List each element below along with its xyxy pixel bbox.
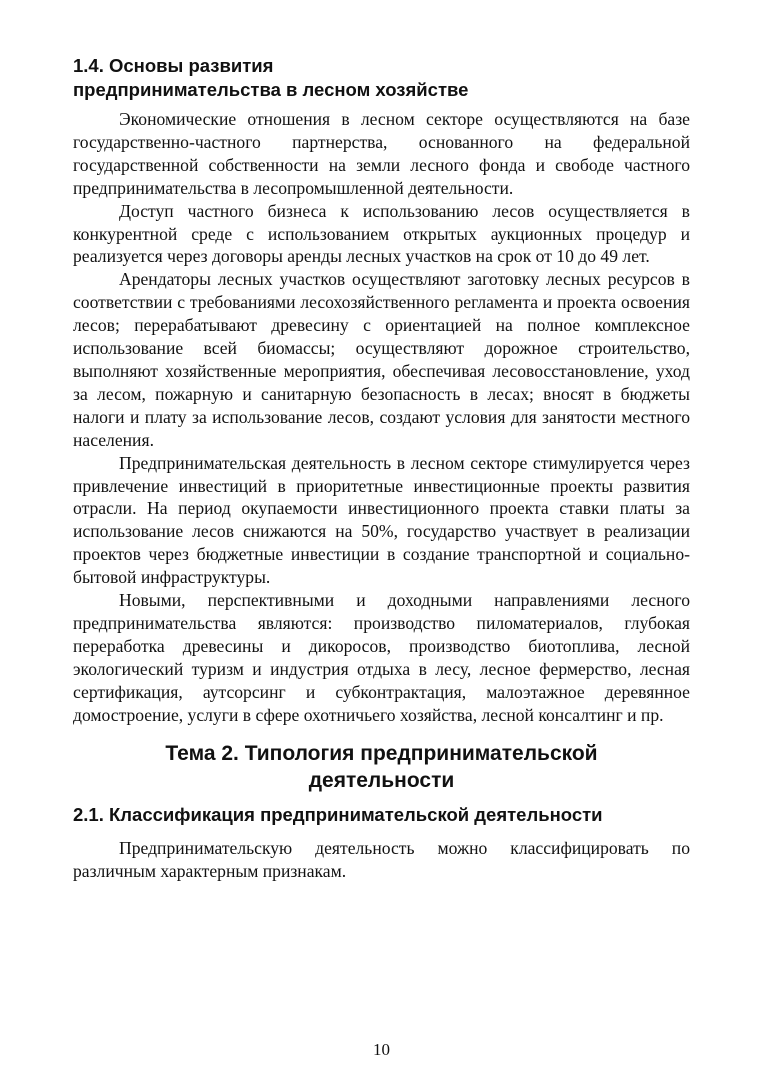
- paragraph-business-access: Доступ частного бизнеса к использованию лесов осуществляется в конкурентной среде с использованием открытых аукционных процедур и реализуется через договоры аренды лесных участков на срок от 10 до 49 лет.: [73, 200, 690, 267]
- page-content: [73, 54, 690, 883]
- section-heading-1-4-line1: 1.4. Основы развития: [73, 55, 274, 76]
- section-heading-1-4: [73, 54, 690, 102]
- paragraph-new-directions: Новыми, перспективными и доходными направлениями лесного предпринимательства являются: производство пиломатериалов, глубокая переработка древесины и дикоросов, производство биотоплива, лесной экологический туризм и индустрия отдыха в лесу, лесное фермерство, лесная сертификация, аутсорсинг и субконтрактация, малоэтажное деревянное домостроение, услуги в сфере охотничьего хозяйства, лесной консалтинг и пр.: [73, 590, 690, 725]
- section-heading-2-1: 2.1. Классификация предпринимательской деятельности: [73, 804, 603, 826]
- paragraph-investment: Предпринимательская деятельность в лесном секторе стимулируется через привлечение инвестиций в приоритетные инвестиционные проекты развития отрасли. На период окупаемости инвестиционного проекта ставки платы за использование лесов снижаются на 50%, государство участвует в реализации проектов через бюджетные инвестиции в создание транспортной и социально-бытовой инфраструктуры.: [73, 452, 690, 588]
- paragraph-tenants: Арендаторы лесных участков осуществляют заготовку лесных ресурсов в соответствии с требованиями лесохозяйственного регламента и проекта освоения лесов; перерабатывают древесину с ориентацией на полное комплексное использование всей биомассы; осуществляют дорожное строительство, выполняют хозяйственные мероприятия, обеспечивая лесовосстановление, уход за лесом, пожарную и санитарную безопасность в лесах; вносят в бюджеты налоги и плату за использование лесов, создают условия для занятости местного населения.: [73, 269, 690, 450]
- page-number: 10: [373, 1040, 390, 1059]
- section-heading-1-4-line2: предпринимательства в лесном хозяйстве: [73, 79, 469, 100]
- topic-heading-2-line2: деятельности: [308, 769, 455, 793]
- topic-heading-2-line1: Тема 2. Типология предпринимательской: [165, 742, 598, 766]
- topic-heading-2: [73, 740, 690, 794]
- paragraph-classification: Предпринимательскую деятельность можно классифицировать по различным характерным признакам.: [73, 838, 690, 882]
- paragraph-economic-relations: Экономические отношения в лесном секторе осуществляются на базе государственно-частного партнерства, основанного на федеральной государственной собственности на земли лесного фонда и свободе частного предпринимательства в лесопромышленной деятельности.: [73, 109, 690, 198]
